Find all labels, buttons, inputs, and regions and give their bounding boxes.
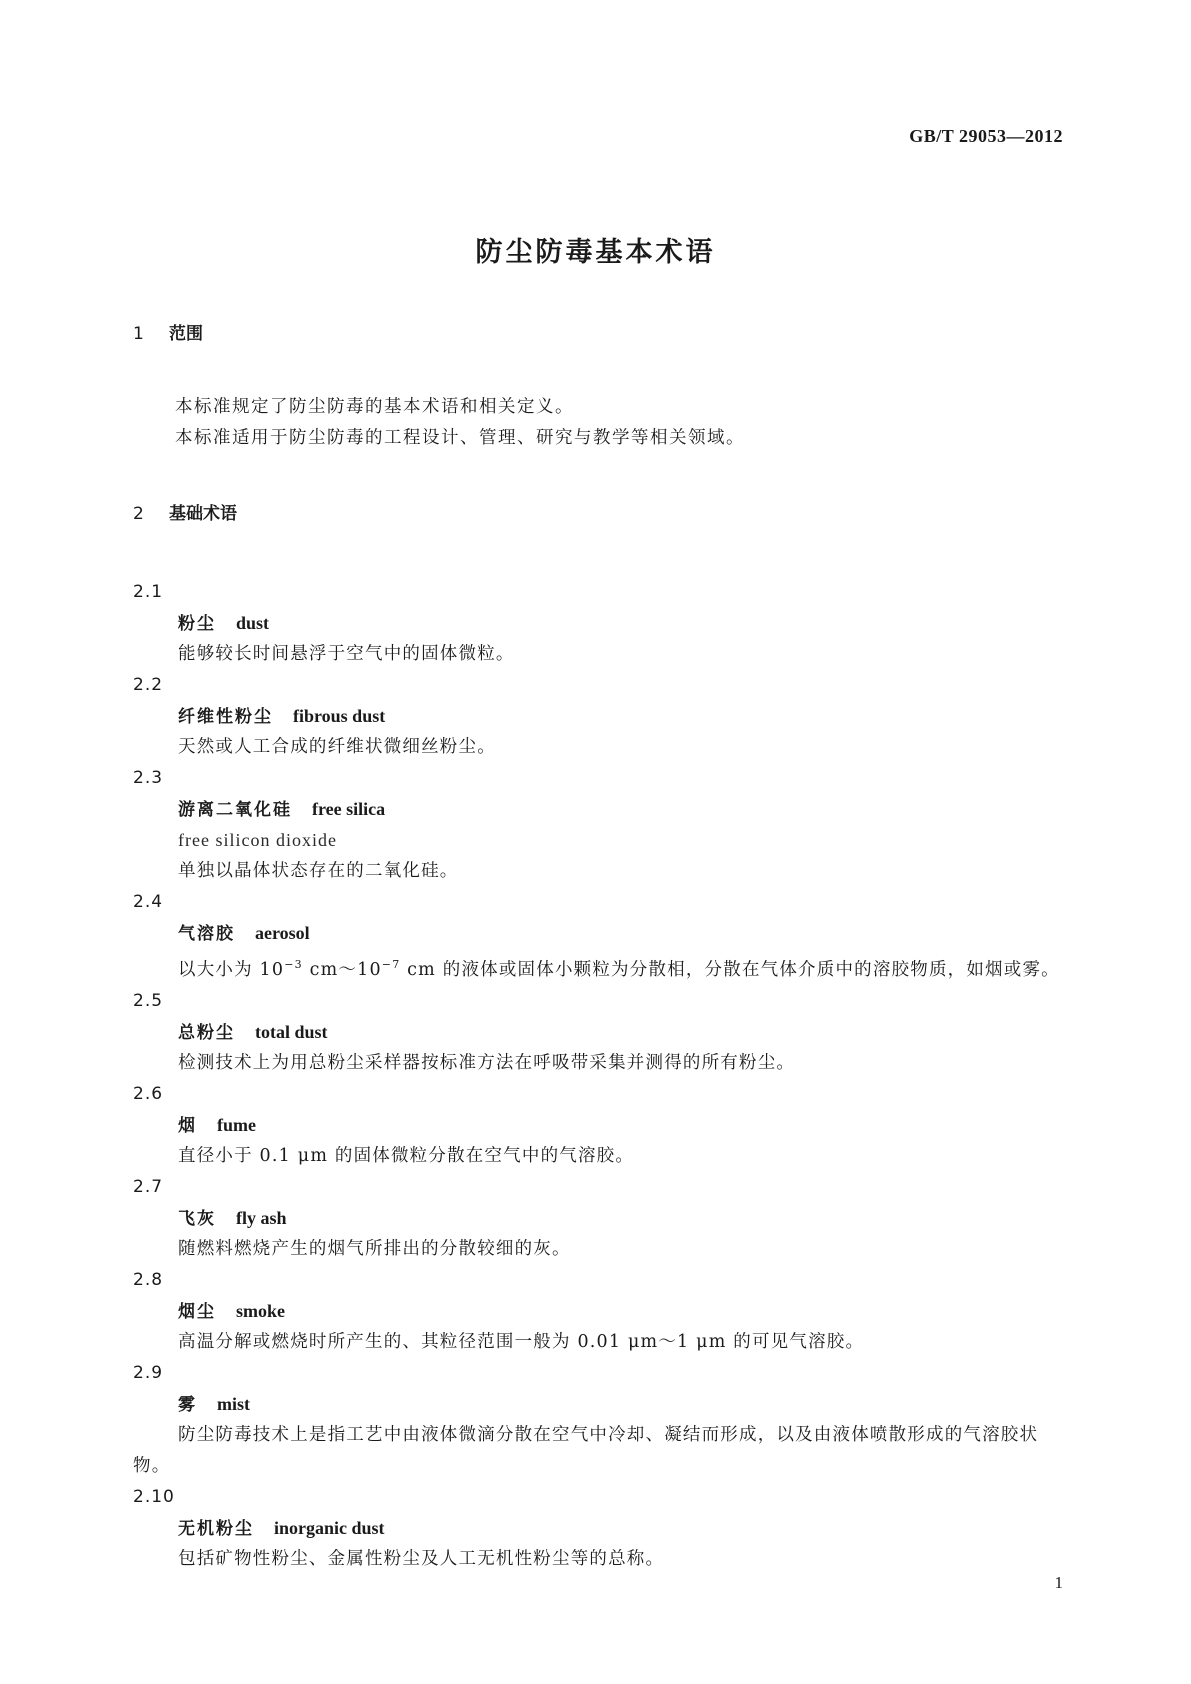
- term-entry: [133, 577, 1063, 670]
- term-line: [133, 608, 1063, 639]
- term-english: fibrous dust: [293, 706, 386, 726]
- term-chinese: 纤维性粉尘: [178, 707, 273, 727]
- term-english: inorganic dust: [274, 1517, 385, 1538]
- terms-list: [133, 577, 1063, 1575]
- term-chinese: 烟尘: [178, 1301, 216, 1322]
- term-chinese: 飞灰: [178, 1208, 216, 1229]
- section-number: 2: [133, 504, 144, 524]
- section-title: 基础术语: [169, 504, 237, 524]
- term-entry: [133, 986, 1063, 1079]
- term-number: 2.1: [133, 582, 164, 602]
- term-entry: [133, 1265, 1063, 1358]
- term-definition: 直径小于 0.1 μm 的固体微粒分散在空气中的气溶胶。: [178, 1145, 635, 1166]
- term-line: [133, 794, 1063, 825]
- term-entry: [133, 887, 1063, 986]
- term-chinese: 粉尘: [178, 614, 216, 634]
- term-chinese: 气溶胶: [178, 924, 235, 944]
- term-definition: 包括矿物性粉尘、金属性粉尘及人工无机性粉尘等的总称。: [178, 1548, 665, 1569]
- section-title: 范围: [169, 324, 203, 344]
- term-number: 2.9: [133, 1362, 164, 1383]
- term-line: [133, 918, 1063, 949]
- term-line: [133, 1389, 1063, 1420]
- term-definition: [133, 949, 1063, 986]
- definition-text: cm～10: [302, 959, 382, 980]
- term-chinese: 游离二氧化硅: [178, 800, 292, 820]
- term-english: free silica: [312, 799, 386, 819]
- term-english: smoke: [236, 1300, 285, 1321]
- term-number: 2.2: [133, 675, 164, 695]
- term-chinese: 总粉尘: [178, 1022, 235, 1043]
- term-chinese: 无机粉尘: [178, 1518, 254, 1539]
- term-line: [133, 1110, 1063, 1141]
- term-number: 2.7: [133, 1176, 164, 1197]
- term-entry: [133, 763, 1063, 887]
- term-alternative: free silicon dioxide: [178, 830, 337, 850]
- term-english: total dust: [255, 1021, 328, 1042]
- definition-text: 以大小为 10: [178, 959, 285, 980]
- term-chinese: 雾: [178, 1394, 197, 1415]
- term-entry: [133, 1482, 1063, 1575]
- exponent: −7: [381, 958, 401, 971]
- term-definition: 天然或人工合成的纤维状微细丝粉尘。: [178, 737, 496, 757]
- term-english: fly ash: [236, 1207, 287, 1228]
- term-number: 2.6: [133, 1083, 164, 1104]
- term-line: [133, 1296, 1063, 1327]
- term-english: aerosol: [255, 923, 310, 943]
- scope-paragraphs: [133, 392, 1063, 454]
- term-definition: 单独以晶体状态存在的二氧化硅。: [178, 861, 459, 881]
- scope-paragraph: 本标准规定了防尘防毒的基本术语和相关定义。: [175, 397, 574, 417]
- term-entry: [133, 1079, 1063, 1172]
- term-entry: [133, 670, 1063, 763]
- term-definition: 能够较长时间悬浮于空气中的固体微粒。: [178, 644, 515, 664]
- document-body: [133, 320, 1063, 1575]
- exponent: −3: [284, 958, 303, 971]
- term-number: 2.4: [133, 892, 164, 912]
- section-heading-basic-terms: [133, 500, 1063, 528]
- standard-code: GB/T 29053—2012: [909, 126, 1063, 146]
- definition-text: cm 的液体或固体小颗粒为分散相，分散在气体介质中的溶胶物质，如烟或雾。: [400, 959, 1060, 980]
- document-title: 防尘防毒基本术语: [475, 237, 716, 268]
- term-definition: 防尘防毒技术上是指工艺中由液体微滴分散在空气中冷却、凝结而形成，以及由液体喷散形成的气溶胶状物。: [133, 1424, 1039, 1476]
- section-heading-scope: [133, 320, 1063, 348]
- term-line: [133, 1513, 1063, 1544]
- term-line: [133, 1017, 1063, 1048]
- term-definition: 随燃料燃烧产生的烟气所排出的分散较细的灰。: [178, 1238, 571, 1259]
- term-number: 2.8: [133, 1269, 164, 1290]
- term-line: [133, 1203, 1063, 1234]
- term-definition: 检测技术上为用总粉尘采样器按标准方法在呼吸带采集并测得的所有粉尘。: [178, 1052, 796, 1073]
- term-english: dust: [236, 613, 270, 633]
- page-number: 1: [1054, 1573, 1063, 1592]
- term-number: 2.3: [133, 768, 164, 788]
- section-number: 1: [133, 324, 144, 344]
- term-number: 2.5: [133, 990, 164, 1011]
- term-line: [133, 701, 1063, 732]
- term-entry: [133, 1172, 1063, 1265]
- term-english: fume: [217, 1114, 256, 1135]
- scope-paragraph: 本标准适用于防尘防毒的工程设计、管理、研究与教学等相关领域。: [175, 428, 745, 448]
- term-entry: [133, 1358, 1063, 1482]
- term-english: mist: [217, 1393, 250, 1414]
- term-number: 2.10: [133, 1486, 175, 1507]
- term-chinese: 烟: [178, 1115, 197, 1136]
- term-definition: 高温分解或燃烧时所产生的、其粒径范围一般为 0.01 μm～1 μm 的可见气溶胶。: [178, 1331, 865, 1352]
